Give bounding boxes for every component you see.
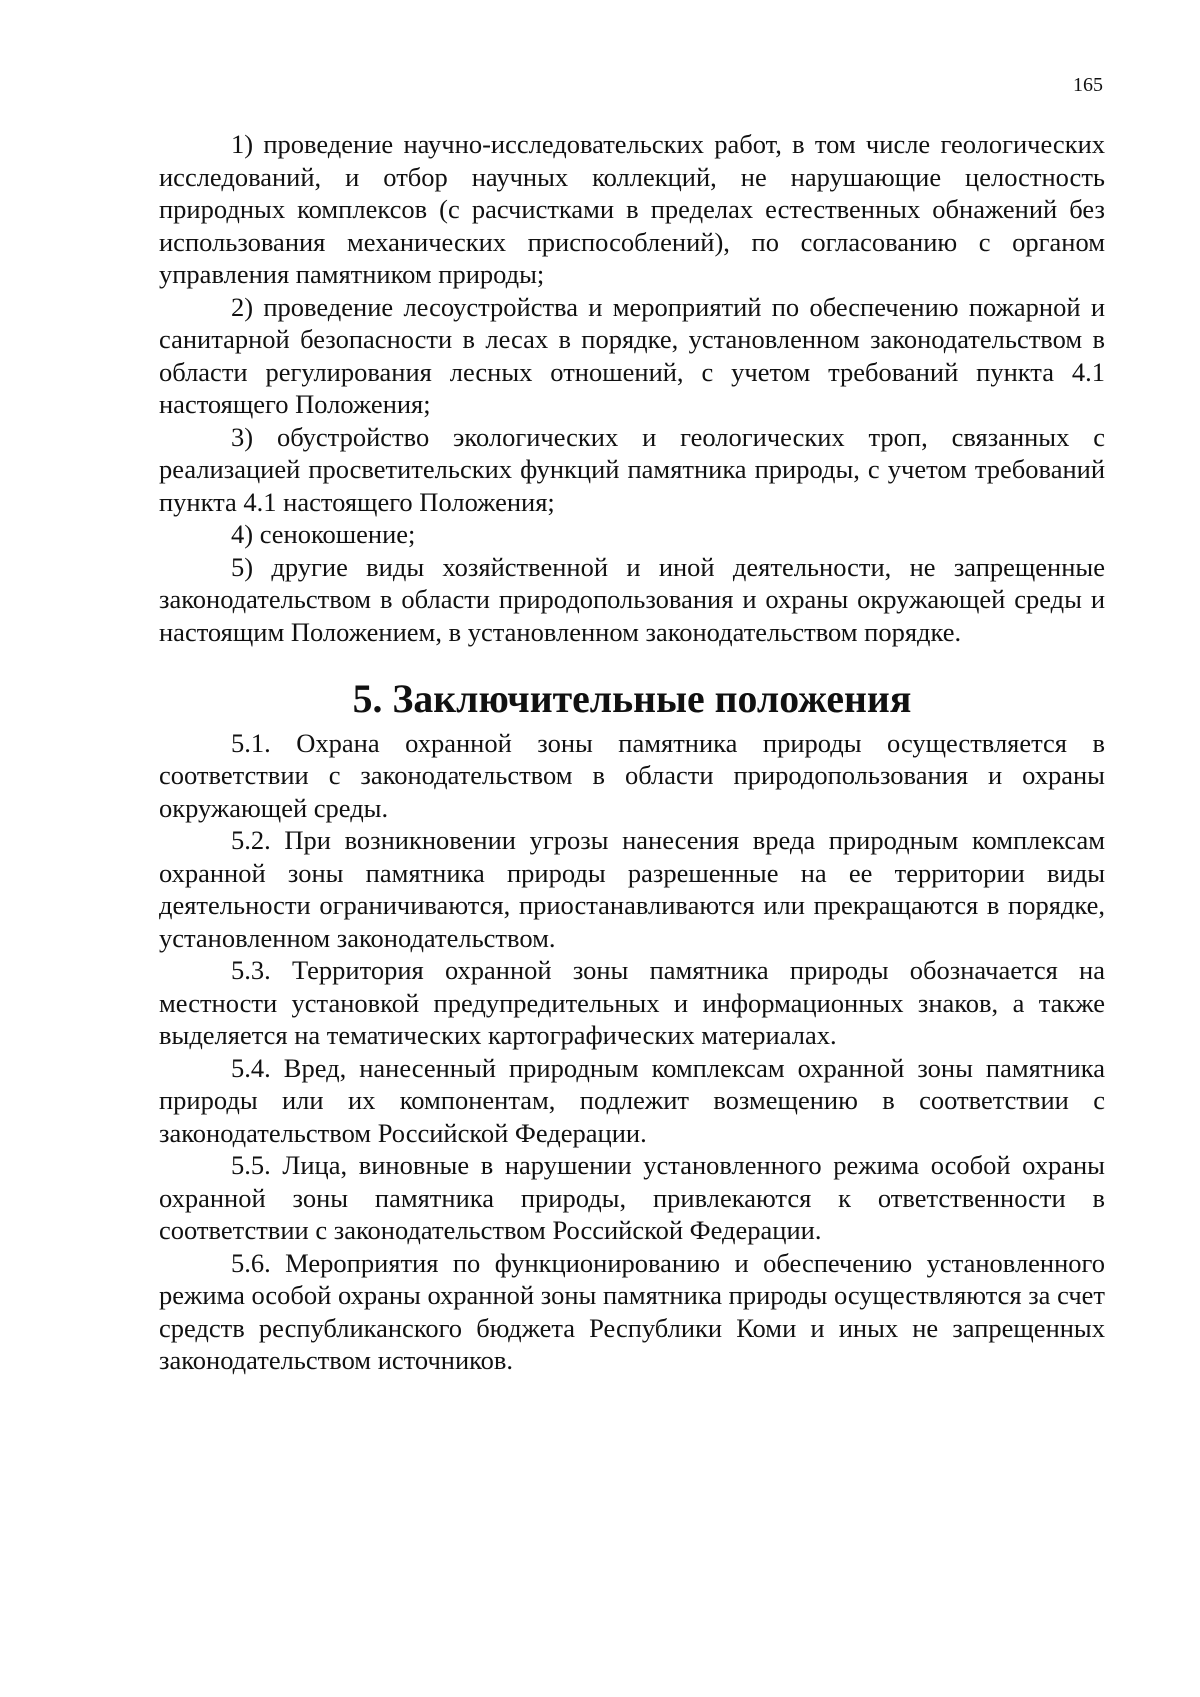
paragraph-5-1: 5.1. Охрана охранной зоны памятника природы осуществляется в соответствии с законодательством в области природопользования и охраны окружающей среды. (159, 727, 1105, 823)
paragraph-5-4: 5.4. Вред, нанесенный природным комплексам охранной зоны памятника природы или их компонентам, подлежит возмещению в соответствии с законодательством Российской Федерации. (159, 1052, 1105, 1148)
list-item-1: 1) проведение научно-исследовательских работ, в том числе геологических исследований, и отбор научных коллекций, не нарушающие целостность природных комплексов (с расчистками в пределах естественных обнажений без использования механических приспособлений), по согласованию с органом управления памятником природы; (159, 129, 1105, 289)
list-item-4: 4) сенокошение; (231, 519, 416, 549)
section-heading: 5. Заключительные положения (352, 677, 912, 721)
list-item-5: 5) другие виды хозяйственной и иной деятельности, не запрещенные законодательством в области природопользования и охраны окружающей среды и настоящим Положением, в установленном законодательством порядке. (159, 551, 1105, 647)
paragraph-5-6: 5.6. Мероприятия по функционированию и обеспечению установленного режима особой охраны охранной зоны памятника природы осуществляются за счет средств республиканского бюджета Республики Коми и иных не запрещенных законодательством источников. (159, 1247, 1105, 1375)
paragraph-5-3: 5.3. Территория охранной зоны памятника природы обозначается на местности установкой предупредительных и информационных знаков, а также выделяется на тематических картографических материалах. (159, 955, 1105, 1050)
paragraph-5-5: 5.5. Лица, виновные в нарушении установленного режима особой охраны охранной зоны памятника природы, привлекаются к ответственности в соответствии с законодательством Российской Федерации. (159, 1150, 1105, 1245)
page-number: 165 (1073, 74, 1103, 96)
list-item-3: 3) обустройство экологических и геологических троп, связанных с реализацией просветительских функций памятника природы, с учетом требований пункта 4.1 настоящего Положения; (159, 421, 1105, 517)
paragraph-5-2: 5.2. При возникновении угрозы нанесения вреда природным комплексам охранной зоны памятника природы разрешенные на ее территории виды деятельности ограничиваются, приостанавливаются или прекращаются в порядке, установленном законодательством. (159, 825, 1105, 953)
list-item-2: 2) проведение лесоустройства и мероприятий по обеспечению пожарной и санитарной безопасности в лесах в порядке, установленном законодательством в области регулирования лесных отношений, с учетом требований пункта 4.1 настоящего Положения; (159, 291, 1105, 419)
document-body (159, 128, 1105, 1377)
